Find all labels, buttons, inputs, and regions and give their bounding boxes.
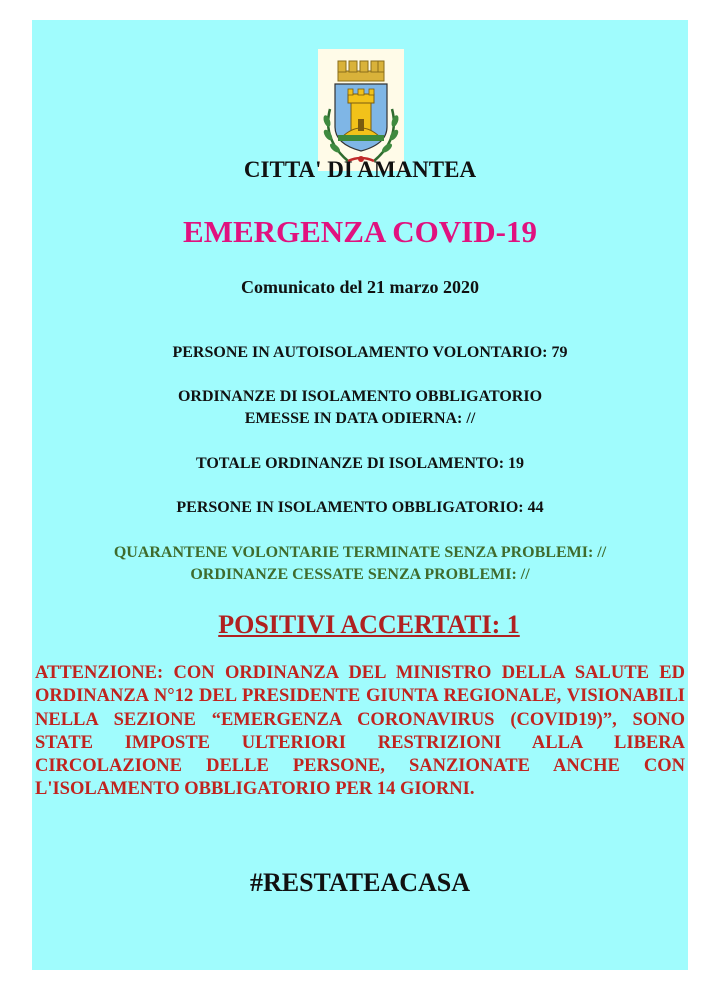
stat-ordinances-ceased: ORDINANZE CESSATE SENZA PROBLEMI: // (190, 566, 530, 583)
page-title: EMERGENZA COVID-19 (183, 214, 537, 249)
stat-total-ordinances: TOTALE ORDINANZE DI ISOLAMENTO: 19 (195, 455, 525, 472)
stat-quarantines-ended: QUARANTENE VOLONTARIE TERMINATE SENZA PROBLEMI: // (113, 544, 607, 561)
stat-ordinances-line1: ORDINANZE DI ISOLAMENTO OBBLIGATORIO (177, 388, 543, 405)
announcement-sheet (32, 20, 688, 970)
stat-mandatory-isolation: PERSONE IN ISOLAMENTO OBBLIGATORIO: 44 (176, 499, 544, 516)
stat-ordinances-line2: EMESSE IN DATA ODIERNA: // (244, 410, 476, 427)
city-name: CITTA' DI AMANTEA (243, 157, 477, 182)
communique-date: Comunicato del 21 marzo 2020 (241, 277, 479, 297)
hashtag: #RESTATEACASA (249, 868, 471, 897)
confirmed-positives: POSITIVI ACCERTATI: 1 (218, 610, 520, 639)
stat-voluntary-isolation: PERSONE IN AUTOISOLAMENTO VOLONTARIO: 79 (172, 344, 568, 361)
warning-notice: ATTENZIONE: CON ORDINANZA DEL MINISTRO DELLA SALUTE ED ORDINANZA N°12 DEL PRESIDENTE GIUNTA REGIONALE, VISIONABILI NELLA SEZIONE “EMERGENZA CORONAVIRUS (COVID19)”, SONO STATE IMPOSTE ULTERIORI RESTRIZIONI ALLA LIBERA CIRCOLAZIONE DELLE PERSONE, SANZIONATE ANCHE CON L'ISOLAMENTO OBBLIGATORIO PER 14 GIORNI. (35, 663, 685, 800)
city-crest-icon (318, 49, 404, 171)
